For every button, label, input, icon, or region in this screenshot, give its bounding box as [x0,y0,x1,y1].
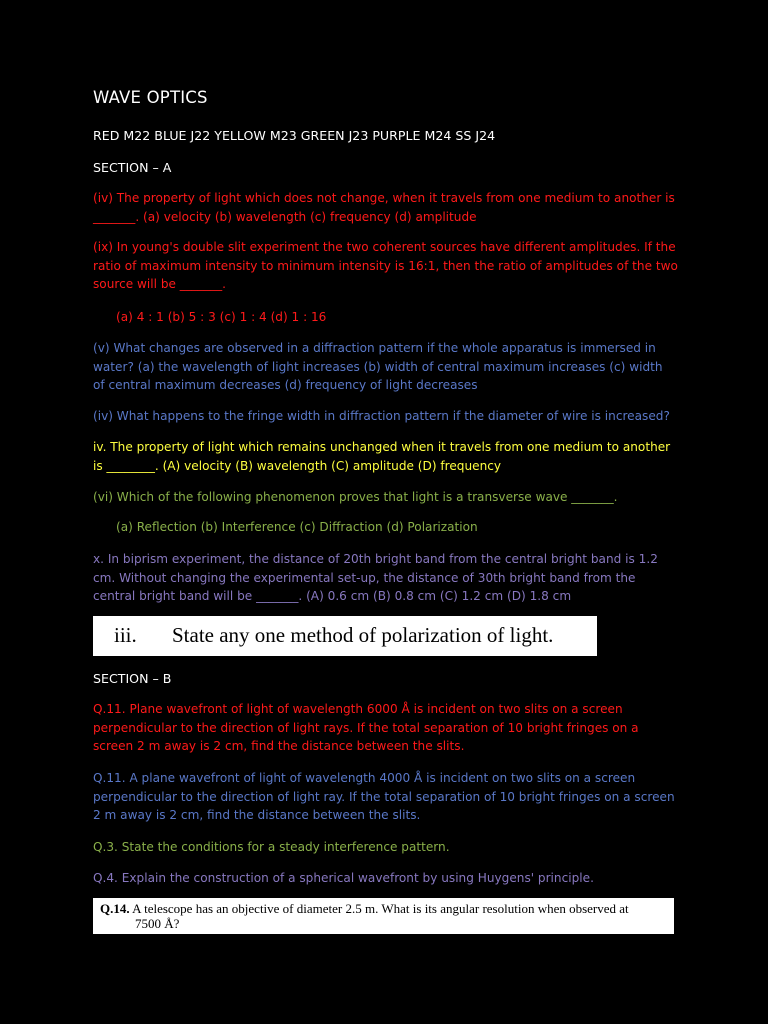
scanned-question-14-text-line1: A telescope has an objective of diameter 2.5 m. What is its angular resolution when observed at [129,901,629,916]
question-green-3: Q.3. State the conditions for a steady interference pattern. [93,840,450,854]
section-b-heading: SECTION – B [93,671,172,686]
question-purple-4: Q.4. Explain the construction of a spherical wavefront by using Huygens' principle. [93,871,594,885]
color-legend: RED M22 BLUE J22 YELLOW M23 GREEN J23 PURPLE M24 SS J24 [93,128,496,143]
section-a-heading: SECTION – A [93,160,172,175]
scanned-question-14-label: Q.14. [100,901,130,916]
question-green-vi: (vi) Which of the following phenomenon proves that light is a transverse wave _______. [93,490,618,504]
question-green-vi-options: (a) Reflection (b) Interference (c) Diffraction (d) Polarization [116,520,478,534]
scanned-question-iii [93,616,597,656]
scanned-question-iii-number: iii. [114,623,137,647]
scanned-question-iii-text: State any one method of polarization of light. [172,623,554,647]
scanned-question-14-text-line2: 7500 Å? [135,916,180,931]
question-blue-v: (v) What changes are observed in a diffraction pattern if the whole apparatus is immersed in water? (a) the wavelength of light increases (b) width of central maximum increases (c) width of central maximum decreases (d) frequency of light decreases [93,341,663,393]
page-title: WAVE OPTICS [93,88,208,107]
question-red-11: Q.11. Plane wavefront of light of wavelength 6000 Å is incident on two slits on a screen perpendicular to the direction of light rays. If the total separation of 10 bright fringes on a screen 2 m away is 2 cm, find the distance between the slits. [93,702,639,754]
question-blue-iv: (iv) What happens to the fringe width in diffraction pattern if the diameter of wire is increased? [93,409,670,423]
question-blue-11: Q.11. A plane wavefront of light of wavelength 4000 Å is incident on two slits on a screen perpendicular to the direction of light ray. If the total separation of 10 bright fringes on a screen 2 m away is 2 cm, find the distance between the slits. [93,771,675,823]
scanned-question-14 [93,898,674,934]
question-red-ix-options: (a) 4 : 1 (b) 5 : 3 (c) 1 : 4 (d) 1 : 16 [116,310,327,324]
question-yellow-iv: iv. The property of light which remains unchanged when it travels from one medium to another is ________. (A) velocity (B) wavelength (C) amplitude (D) frequency [93,440,671,473]
question-red-ix: (ix) In young's double slit experiment the two coherent sources have different amplitudes. If the ratio of maximum intensity to minimum intensity is 16:1, then the ratio of amplitudes of the two source will be _______. [93,240,678,292]
question-red-iv: (iv) The property of light which does not change, when it travels from one medium to another is _______. (a) velocity (b) wavelength (c) frequency (d) amplitude [93,191,675,224]
question-purple-x: x. In biprism experiment, the distance of 20th bright band from the central bright band is 1.2 cm. Without changing the experimental set-up, the distance of 30th bright band from the central bright band will be _______. (A) 0.6 cm (B) 0.8 cm (C) 1.2 cm (D) 1.8 cm [93,552,658,604]
